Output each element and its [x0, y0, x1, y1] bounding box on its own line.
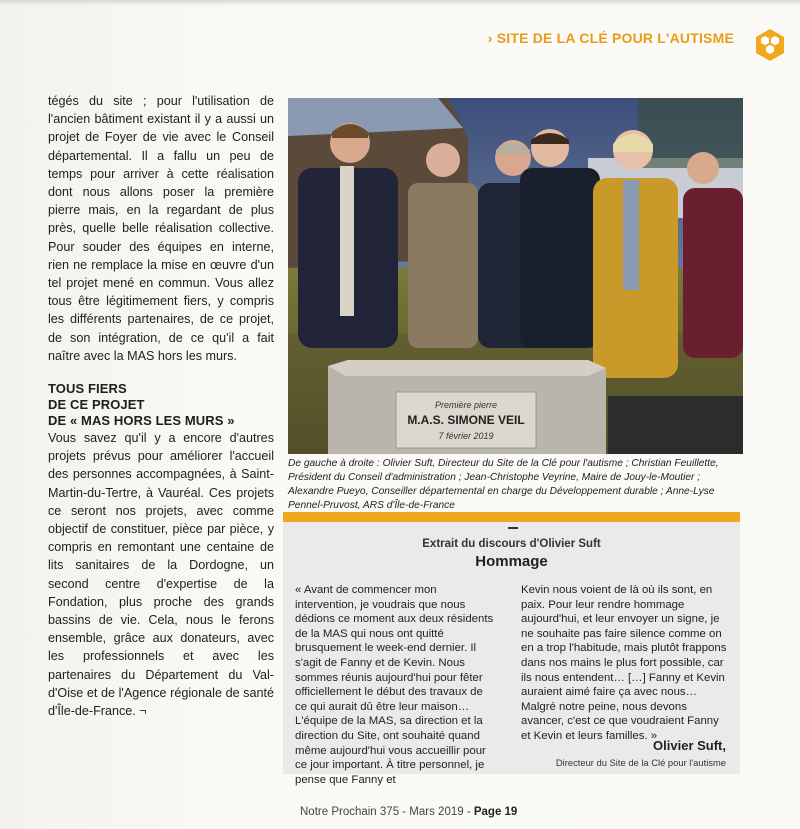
hexagon-logo-icon — [752, 27, 788, 63]
article-paragraph-2: Vous savez qu'il y a encore d'autres projets prévus pour améliorer l'accueil des personnes accompagnées, à Saint-Martin-du-Tertre, à Vauréal. Ces projets ce seront nos projets, avec comme objectif de constituer, pièce par pièce, y compris en remontant une centaine de lits sanitaires de la Dordogne, un second centre d'expertise de la Fondation, plus proche des grands bassins de vie. Cela, nous le ferons ensemble, grâce aux donateurs, avec les professionnels et avec les partenaires du Département du Val-d'Oise et de l'Agence régionale de santé d'Île-de-France. ¬ — [48, 431, 274, 719]
subheading-line-3: DE « MAS HORS LES MURS » — [48, 413, 235, 429]
subheading-line-2: DE CE PROJET — [48, 397, 145, 413]
dash-divider — [508, 527, 518, 529]
quote-column-1: « Avant de commencer mon intervention, je voudrais que nous dédions ce moment aux deux résidents de la MAS qui nous ont quitté brusquement le week-end dernier. Il s'agit de Fanny et de Kevin. Nous sommes réunis aujourd'hui pour fêter officiellement le début des travaux de ce qui aurait dû être leur maison… L'équipe de la MAS, sa direction et la direction du Site, ont souhaité quand même aujourd'hui vous accueillir pour ce jour important. À titre personnel, je pense que Fanny et — [295, 584, 494, 786]
plaque-line-1: Première pierre — [434, 400, 498, 410]
subheading-line-1: TOUS FIERS — [48, 381, 127, 397]
article-subheading — [48, 381, 274, 429]
scan-edge — [0, 0, 800, 6]
quote-kicker: Extrait du discours d'Olivier Suft — [422, 538, 601, 550]
page-footer — [300, 806, 517, 818]
quote-column-2: Kevin nous voient de là où ils sont, en paix. Pour leur rendre hommage aujourd'hui, et leur envoyer un signe, je ne souhaite pas faire silence comme on en a trop l'habitude, mais plutôt frappons dans nos mains le plus fort possible, car ils nous entendent… […] Fanny et Kevin auraient aimé faire ça avec nous… Malgré notre peine, nous devons avancer, c'est ce que voudraient Fanny et Kevin et leurs familles. » — [521, 584, 727, 742]
quote-signature-role: Directeur du Site de la Clé pour l'autisme — [555, 757, 726, 768]
group-photo-illustration — [288, 98, 743, 454]
footer-page-number: Page 19 — [473, 806, 518, 818]
quote-title: Hommage — [475, 553, 548, 570]
accent-bar — [283, 512, 740, 522]
footer-magazine: Notre Prochain 375 - Mars 2019 - — [300, 806, 474, 818]
section-header: › SITE DE LA CLÉ POUR L'AUTISME — [487, 30, 734, 46]
article-column — [48, 92, 274, 720]
plaque-line-3: 7 février 2019 — [438, 431, 494, 441]
quote-box — [283, 512, 740, 786]
quote-signature: Olivier Suft, — [653, 738, 726, 753]
group-photo — [288, 98, 743, 454]
plaque-line-2: M.A.S. SIMONE VEIL — [407, 413, 525, 427]
article-paragraph-1: tégés du site ; pour l'utilisation de l'ancien bâtiment existant il y a aussi un projet de Foyer de vie avec le Conseil départemental. Il a fallu un peu de temps pour arriver à cette réalisation dont nous allons poser la première pierre mais, en la regardant de plus près, quelle belle réalisation collective. Pour souder des équipes en interne, rien ne remplace la mise en œuvre d'un tel projet mené en commun. Vous allez tous être légitimement fiers, y compris les différents partenaires, de ce projet, de son intégration, de ce qu'il a fait naître avec la MAS hors les murs. — [48, 94, 274, 363]
photo-caption: De gauche à droite : Olivier Suft, Directeur du Site de la Clé pour l'autisme ; Christian Feuillette, Président du Conseil d'administration ; Jean-Christophe Veyrine, Maire de Jouy-le-Moutier ; Alexandre Pueyo, Conseiller départemental en charge du Développement durable ; Anne-Lyse Pennel-Pruvost, ARS d'Île-de-France — [288, 458, 719, 511]
